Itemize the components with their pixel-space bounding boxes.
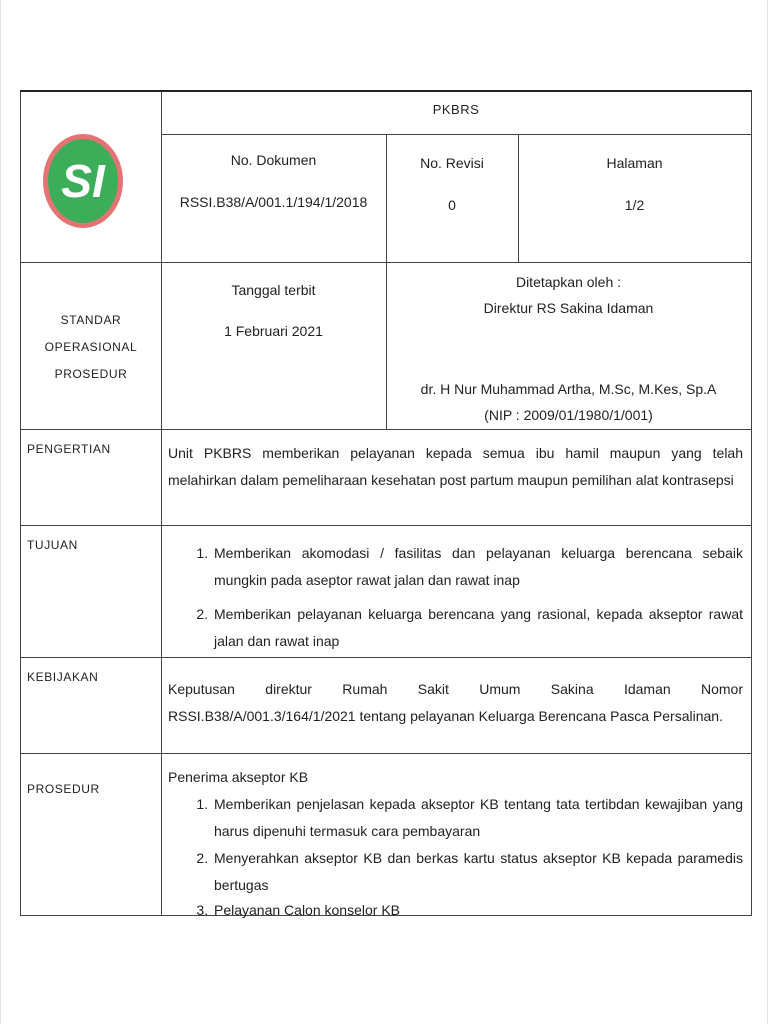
section-label: PENGERTIAN bbox=[27, 442, 111, 456]
prosedur-body bbox=[161, 754, 751, 916]
list-item: 2. Menyerahkan akseptor KB dan berkas kartu status akseptor KB kepada paramedis bertugas bbox=[212, 845, 743, 899]
sop-title bbox=[21, 307, 161, 388]
tanggal-terbit-value: 1 Februari 2021 bbox=[224, 323, 323, 339]
tujuan-list bbox=[168, 540, 743, 655]
no-dokumen-label: No. Dokumen bbox=[230, 152, 317, 168]
halaman-value: 1/2 bbox=[624, 197, 645, 213]
tanggal-terbit-label: Tanggal terbit bbox=[231, 282, 316, 298]
sop-document bbox=[20, 90, 752, 916]
no-dokumen-value: RSSI.B38/A/001.1/194/1/2018 bbox=[179, 194, 368, 210]
halaman-label: Halaman bbox=[606, 155, 663, 171]
pengertian-text: Unit PKBRS memberikan pelayanan kepada semua ibu hamil maupun yang telah melahirkan dalam pemeliharaan kesehatan post partum maupun pemilihan alat kontrasepsi bbox=[161, 430, 751, 526]
signatory-name: dr. H Nur Muhammad Artha, M.Sc, M.Kes, Sp.A bbox=[420, 381, 717, 397]
section-pengertian bbox=[20, 430, 752, 526]
no-revisi-label: No. Revisi bbox=[420, 155, 484, 171]
divider bbox=[161, 92, 162, 430]
prosedur-intro: Penerima akseptor KB bbox=[168, 769, 309, 785]
list-item: 1. Memberikan akomodasi / fasilitas dan pelayanan keluarga berencana sebaik mungkin pada aseptor rawat jalan dan rawat inap bbox=[212, 540, 743, 594]
document-title: PKBRS bbox=[432, 102, 480, 117]
section-prosedur bbox=[20, 754, 752, 916]
section-label: KEBIJAKAN bbox=[27, 670, 99, 684]
section-label: TUJUAN bbox=[27, 538, 78, 552]
sop-line: STANDAR bbox=[60, 313, 122, 327]
no-revisi-value: 0 bbox=[448, 197, 456, 213]
section-label: PROSEDUR bbox=[27, 782, 100, 796]
section-kebijakan bbox=[20, 658, 752, 754]
svg-text:SI: SI bbox=[61, 155, 105, 207]
section-tujuan bbox=[20, 526, 752, 658]
kebijakan-text: Keputusan direktur Rumah Sakit Umum Sakina Idaman Nomor RSSI.B38/A/001.3/164/1/2021 tentang pelayanan Keluarga Berencana Pasca Persalinan. bbox=[161, 658, 751, 754]
signatory-nip: (NIP : 2009/01/1980/1/001) bbox=[484, 407, 653, 423]
document-header bbox=[20, 90, 752, 430]
list-item: 1. Memberikan penjelasan kepada akseptor KB tentang tata tertibdan kewajiban yang harus dipenuhi termasuk cara pembayaran bbox=[212, 791, 743, 845]
ditetapkan-by: Direktur RS Sakina Idaman bbox=[483, 300, 654, 316]
sop-line: PROSEDUR bbox=[54, 367, 128, 381]
tujuan-body bbox=[161, 526, 751, 658]
prosedur-list bbox=[168, 791, 743, 924]
ditetapkan-label: Ditetapkan oleh : bbox=[515, 274, 622, 290]
divider bbox=[161, 134, 751, 135]
hospital-logo bbox=[41, 132, 125, 230]
list-item: 3. Pelayanan Calon konselor KB bbox=[212, 897, 743, 924]
list-item: 2. Memberikan pelayanan keluarga berencana yang rasional, kepada akseptor rawat jalan dan rawat inap bbox=[212, 601, 743, 655]
sop-line: OPERASIONAL bbox=[44, 340, 138, 354]
